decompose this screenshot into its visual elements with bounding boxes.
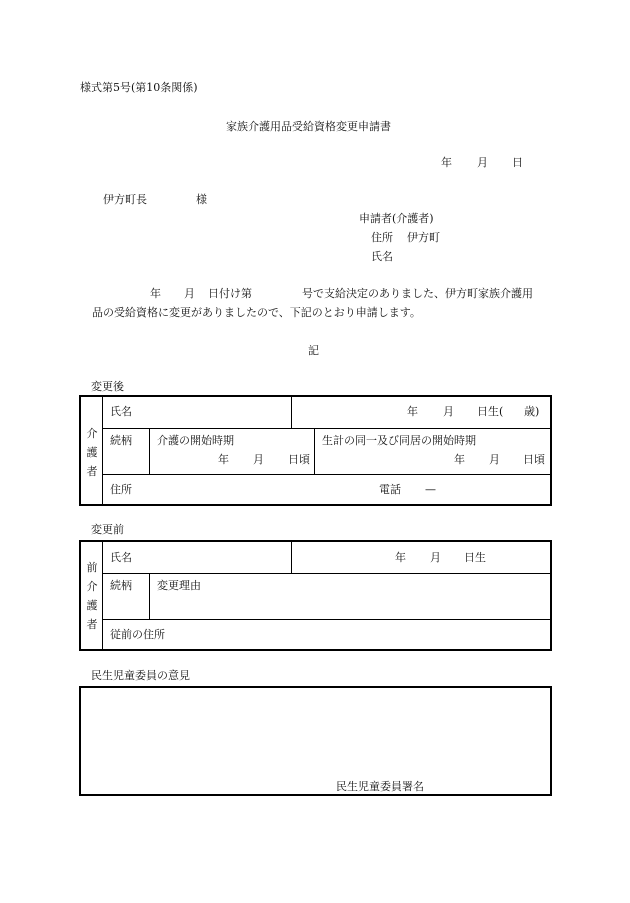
before-row-divider-2: [102, 619, 552, 620]
before-section-label: 変更前: [91, 523, 124, 536]
addressee-honorific: 様: [196, 193, 207, 206]
before-birth-rest: 日生: [464, 551, 486, 564]
after-birth-month: 月: [443, 405, 454, 418]
opinion-section-label: 民生児童委員の意見: [91, 669, 190, 682]
after-name-label: 氏名: [110, 405, 132, 418]
before-relation-label: 続柄: [110, 579, 132, 592]
applicant-address-value: 伊方町: [407, 231, 440, 244]
after-relation-divider: [149, 428, 150, 474]
care-start-label: 介護の開始時期: [157, 434, 234, 447]
prev-address-label: 従前の住所: [110, 628, 165, 641]
body-day-ref: 日付け第: [208, 287, 252, 300]
phone-label: 電話: [379, 483, 401, 496]
living-date-day: 日頃: [523, 453, 545, 466]
after-row-divider-2: [102, 474, 552, 475]
date-year: 年: [441, 156, 452, 169]
body-month: 月: [184, 287, 195, 300]
after-row-divider-1: [102, 428, 552, 429]
after-birth-year: 年: [407, 405, 418, 418]
before-name-label: 氏名: [110, 551, 132, 564]
date-month: 月: [477, 156, 488, 169]
document-title: 家族介護用品受給資格変更申請書: [226, 120, 391, 133]
living-start-label: 生計の同一及び同居の開始時期: [322, 434, 476, 447]
before-birth-year: 年: [395, 551, 406, 564]
living-date-year: 年: [454, 453, 465, 466]
after-relation-label: 続柄: [110, 434, 132, 447]
addressee-name: 伊方町長: [103, 193, 147, 206]
after-birth-rest: 日生(: [477, 405, 504, 418]
body-line2: 品の受給資格に変更がありましたので、下記のとおり申請します。: [92, 306, 421, 319]
opinion-box: [79, 686, 552, 796]
form-number: 様式第5号(第10条関係): [80, 81, 198, 94]
record-mark: 記: [308, 344, 319, 357]
applicant-label: 申請者(介護者): [359, 212, 434, 225]
phone-dash: —: [425, 483, 436, 496]
date-day: 日: [512, 156, 523, 169]
after-address-label: 住所: [110, 483, 132, 496]
after-table: [79, 395, 552, 506]
after-name-divider: [291, 397, 292, 428]
body-line1-rest: 号で支給決定のありました、伊方町家族介護用: [302, 287, 533, 300]
care-date-day: 日頃: [288, 453, 310, 466]
applicant-name-label: 氏名: [371, 250, 393, 263]
body-year: 年: [150, 287, 161, 300]
applicant-address-label: 住所: [371, 231, 393, 244]
signature-label: 民生児童委員署名: [336, 780, 424, 793]
change-reason-label: 変更理由: [157, 579, 201, 592]
living-date-month: 月: [489, 453, 500, 466]
before-birth-month: 月: [430, 551, 441, 564]
before-side-label: 前 介 護 者: [86, 561, 98, 631]
before-name-divider: [291, 542, 292, 573]
before-table: [79, 540, 552, 651]
after-section-label: 変更後: [91, 380, 124, 393]
care-date-month: 月: [253, 453, 264, 466]
before-relation-divider: [149, 573, 150, 619]
after-care-divider: [314, 428, 315, 474]
after-age: 歳): [524, 405, 540, 418]
after-side-label: 介 護 者: [86, 427, 98, 478]
care-date-year: 年: [218, 453, 229, 466]
before-row-divider-1: [102, 573, 552, 574]
